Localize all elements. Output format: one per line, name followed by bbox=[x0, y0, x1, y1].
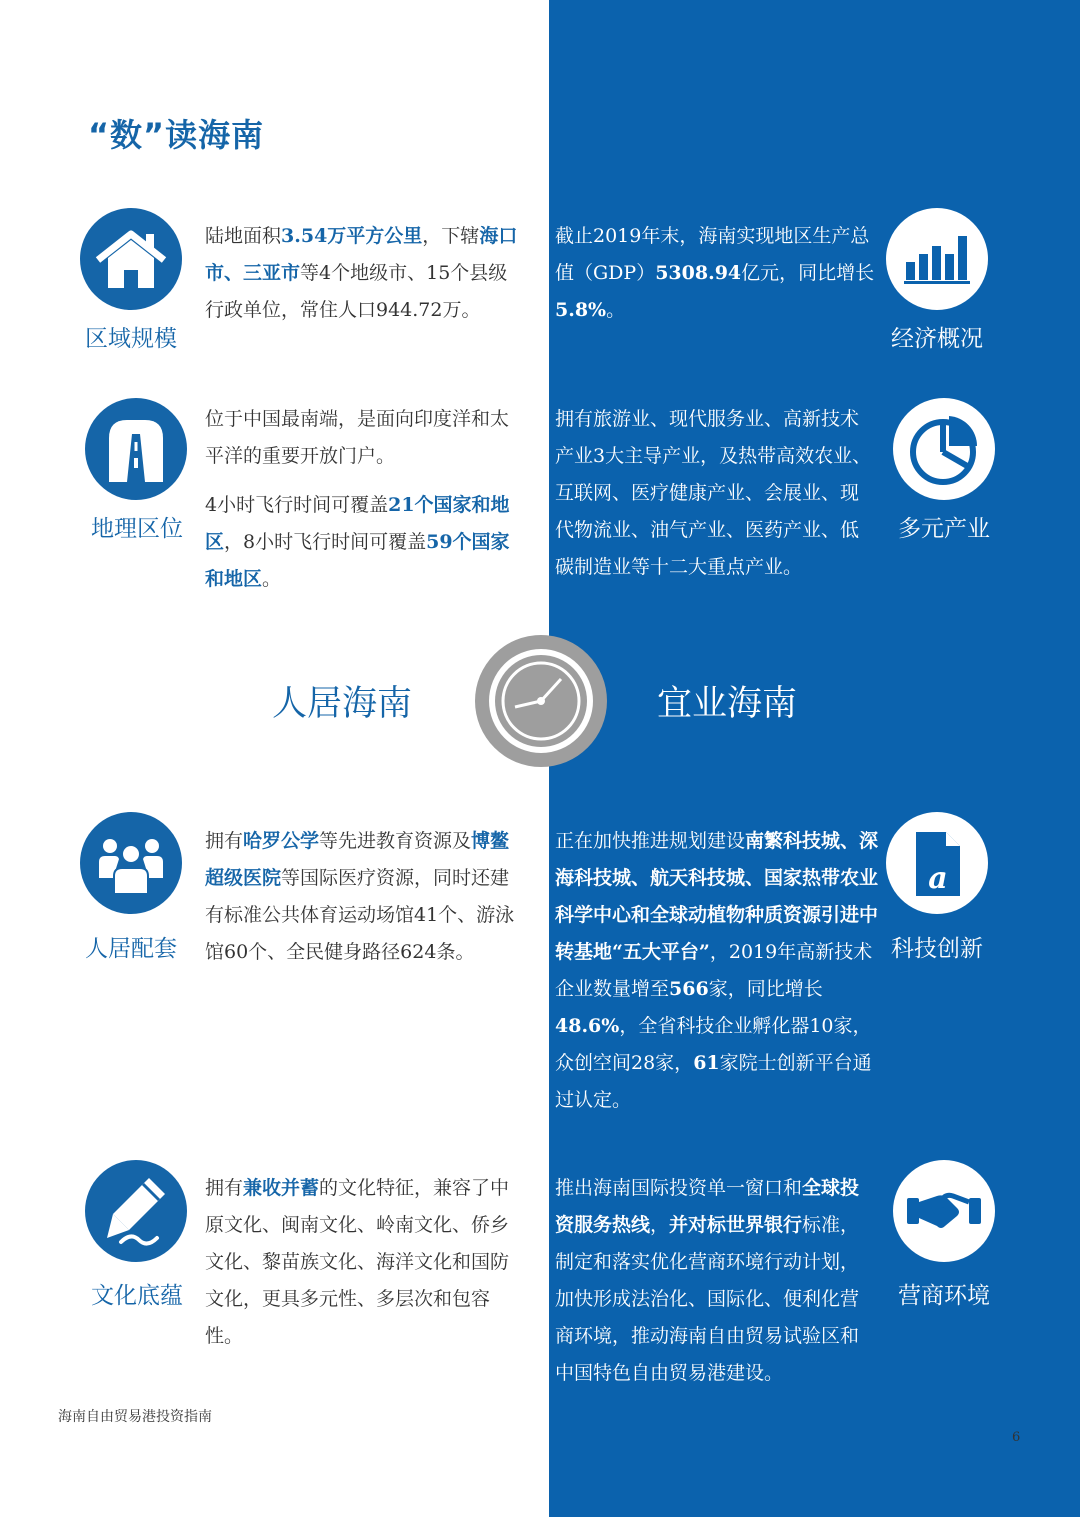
body-text: 亿元，同比增长 bbox=[741, 262, 875, 284]
clock-icon bbox=[473, 633, 609, 769]
body-text: 陆地面积 bbox=[205, 225, 282, 247]
body-text: 等国际医疗资源，同时还建有标准公共体育运动场馆41个、游泳馆60个、全民健身路径624条。 bbox=[205, 867, 515, 963]
culture-label: 文化底蕴 bbox=[91, 1283, 183, 1309]
highlight-text: 并对标世界银行 bbox=[669, 1214, 803, 1236]
geo-label: 地理区位 bbox=[91, 516, 183, 542]
region-text bbox=[205, 218, 520, 329]
body-text: 正在加快推进规划建设 bbox=[555, 830, 746, 852]
highlight-text: 48.6% bbox=[555, 1015, 620, 1037]
body-text: 标准，制定和落实优化营商环境行动计划，加快形成法治化、国际化、便利化营商环境，推动海南自由贸易试验区和中国特色自由贸易港建设。 bbox=[555, 1214, 860, 1384]
pen-icon bbox=[85, 1160, 187, 1262]
economy-label: 经济概况 bbox=[891, 326, 983, 352]
people-icon bbox=[80, 812, 182, 914]
highlight-text: 海口市、三亚市 bbox=[205, 225, 518, 284]
body-text: ， bbox=[650, 1214, 670, 1236]
highlight-text: 21个国家和地区 bbox=[205, 494, 510, 553]
highlight-text: 博鳌超级医院 bbox=[205, 830, 510, 889]
highlight-text: 59个国家和地区 bbox=[205, 531, 510, 590]
culture-text bbox=[205, 1170, 520, 1355]
body-text: 推出海南国际投资单一窗口和 bbox=[555, 1177, 803, 1199]
body-text: 等先进教育资源及 bbox=[319, 830, 472, 852]
body-text: ，8小时飞行时间可覆盖 bbox=[224, 531, 427, 553]
house-icon bbox=[80, 208, 182, 310]
body-text: 拥有旅游业、现代服务业、高新技术产业3大主导产业，及热带高效农业、互联网、医疗健康产业、会展业、现代物流业、油气产业、医药产业、低碳制造业等十二大重点产业。 bbox=[555, 408, 872, 578]
body-text: ，下辖 bbox=[422, 225, 480, 247]
handshake-icon bbox=[893, 1160, 995, 1262]
tech-label: 科技创新 bbox=[891, 936, 983, 962]
body-text: 等4个地级市、15个县级行政单位，常住人口944.72万。 bbox=[205, 262, 508, 321]
highlight-text: 5308.94 bbox=[655, 262, 742, 284]
body-text: ，全省科技企业孵化器10家，众创空间28家， bbox=[555, 1015, 872, 1074]
body-text: ，2019年高新技术企业数量增至 bbox=[555, 941, 873, 1000]
highlight-text: 哈罗公学 bbox=[243, 830, 320, 852]
body-text: 位于中国最南端，是面向印度洋和太平洋的重要开放门户。 bbox=[205, 408, 510, 467]
body-text: 截止2019年末，海南实现地区生产总值（GDP） bbox=[555, 225, 870, 284]
geo-text-2 bbox=[205, 487, 520, 598]
page-number: 6 bbox=[1012, 1430, 1021, 1445]
body-text: 。 bbox=[606, 299, 626, 321]
highlight-text: 南繁科技城、深海科技城、航天科技城、国家热带农业科学中心和全球动植物种质资源引进中转基地“五大平台” bbox=[555, 830, 879, 963]
body-text: 拥有 bbox=[205, 830, 244, 852]
living-label: 人居配套 bbox=[85, 936, 177, 962]
geo-text-1 bbox=[205, 401, 520, 475]
economy-text bbox=[555, 218, 875, 329]
bar-chart-icon bbox=[886, 208, 988, 310]
region-label: 区域规模 bbox=[85, 326, 177, 352]
body-text: 家院士创新平台通过认定。 bbox=[555, 1052, 872, 1111]
business-label: 营商环境 bbox=[898, 1283, 990, 1309]
section-title-living: 人居海南 bbox=[272, 684, 413, 724]
tech-text bbox=[555, 823, 880, 1119]
highlight-text: 兼收并蓄 bbox=[243, 1177, 320, 1199]
industry-text bbox=[555, 401, 875, 586]
highlight-text: 61 bbox=[693, 1052, 720, 1074]
road-icon bbox=[85, 398, 187, 500]
body-text: 家，同比增长 bbox=[708, 978, 823, 1000]
business-text bbox=[555, 1170, 875, 1392]
body-text: 的文化特征，兼容了中原文化、闽南文化、岭南文化、侨乡文化、黎苗族文化、海洋文化和国防文化，更具多元性、多层次和包容性。 bbox=[205, 1177, 510, 1347]
highlight-text: 566 bbox=[669, 978, 709, 1000]
pie-chart-icon bbox=[893, 398, 995, 500]
document-icon bbox=[886, 812, 988, 914]
body-text: 4小时飞行时间可覆盖 bbox=[205, 494, 389, 516]
body-text: 拥有 bbox=[205, 1177, 244, 1199]
highlight-text: 5.8% bbox=[555, 299, 607, 321]
body-text: 。 bbox=[262, 568, 282, 590]
footer-title: 海南自由贸易港投资指南 bbox=[58, 1409, 212, 1425]
page-title: “数”读海南 bbox=[88, 116, 265, 154]
living-text bbox=[205, 823, 520, 971]
section-title-business: 宜业海南 bbox=[657, 684, 798, 724]
highlight-text: 3.54万平方公里 bbox=[281, 225, 423, 247]
industry-label: 多元产业 bbox=[898, 516, 990, 542]
highlight-text: 全球投资服务热线 bbox=[555, 1177, 860, 1236]
svg-text:a: a bbox=[928, 861, 948, 896]
